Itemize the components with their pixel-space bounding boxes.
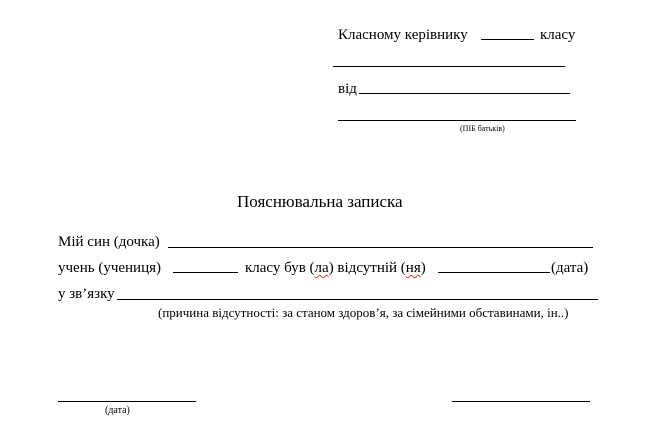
document-title: Пояснювальна записка [237,192,403,211]
recipient-prefix: Класному керівнику [338,27,468,43]
class-number-blank [481,39,534,40]
parent-name-hint: (ПІБ батьків) [460,124,505,133]
line2-da: ла [314,260,329,276]
line2-class-was: класу був ( [245,260,315,276]
line3-prefix: у зв’язку [58,286,115,302]
line2-absent: ) відсутній ( [328,260,406,276]
from-label: від [338,81,357,97]
line2-nya: ня [405,260,421,276]
class-blank [173,272,238,273]
parent-name-blank [338,120,576,121]
reason-hint: (причина відсутності: за станом здоров’я, за сімейними обставинами, ін..) [158,305,569,320]
line2-absence [245,259,426,277]
child-name-blank [168,247,593,248]
teacher-name-blank [333,66,565,67]
date-signature-label: (дата) [105,405,130,416]
line1-prefix: Мій син (дочка) [58,234,160,250]
parent-signature-blank [452,401,590,402]
reason-blank [117,299,598,300]
date-signature-blank [58,401,196,402]
recipient-suffix: класу [540,27,576,43]
recipient-line [338,26,468,44]
line2-close: ) [420,260,426,276]
line2-date: (дата) [551,260,589,276]
line2-student: учень (учениця) [58,260,161,276]
from-name-blank [359,93,570,94]
date-blank [438,272,550,273]
